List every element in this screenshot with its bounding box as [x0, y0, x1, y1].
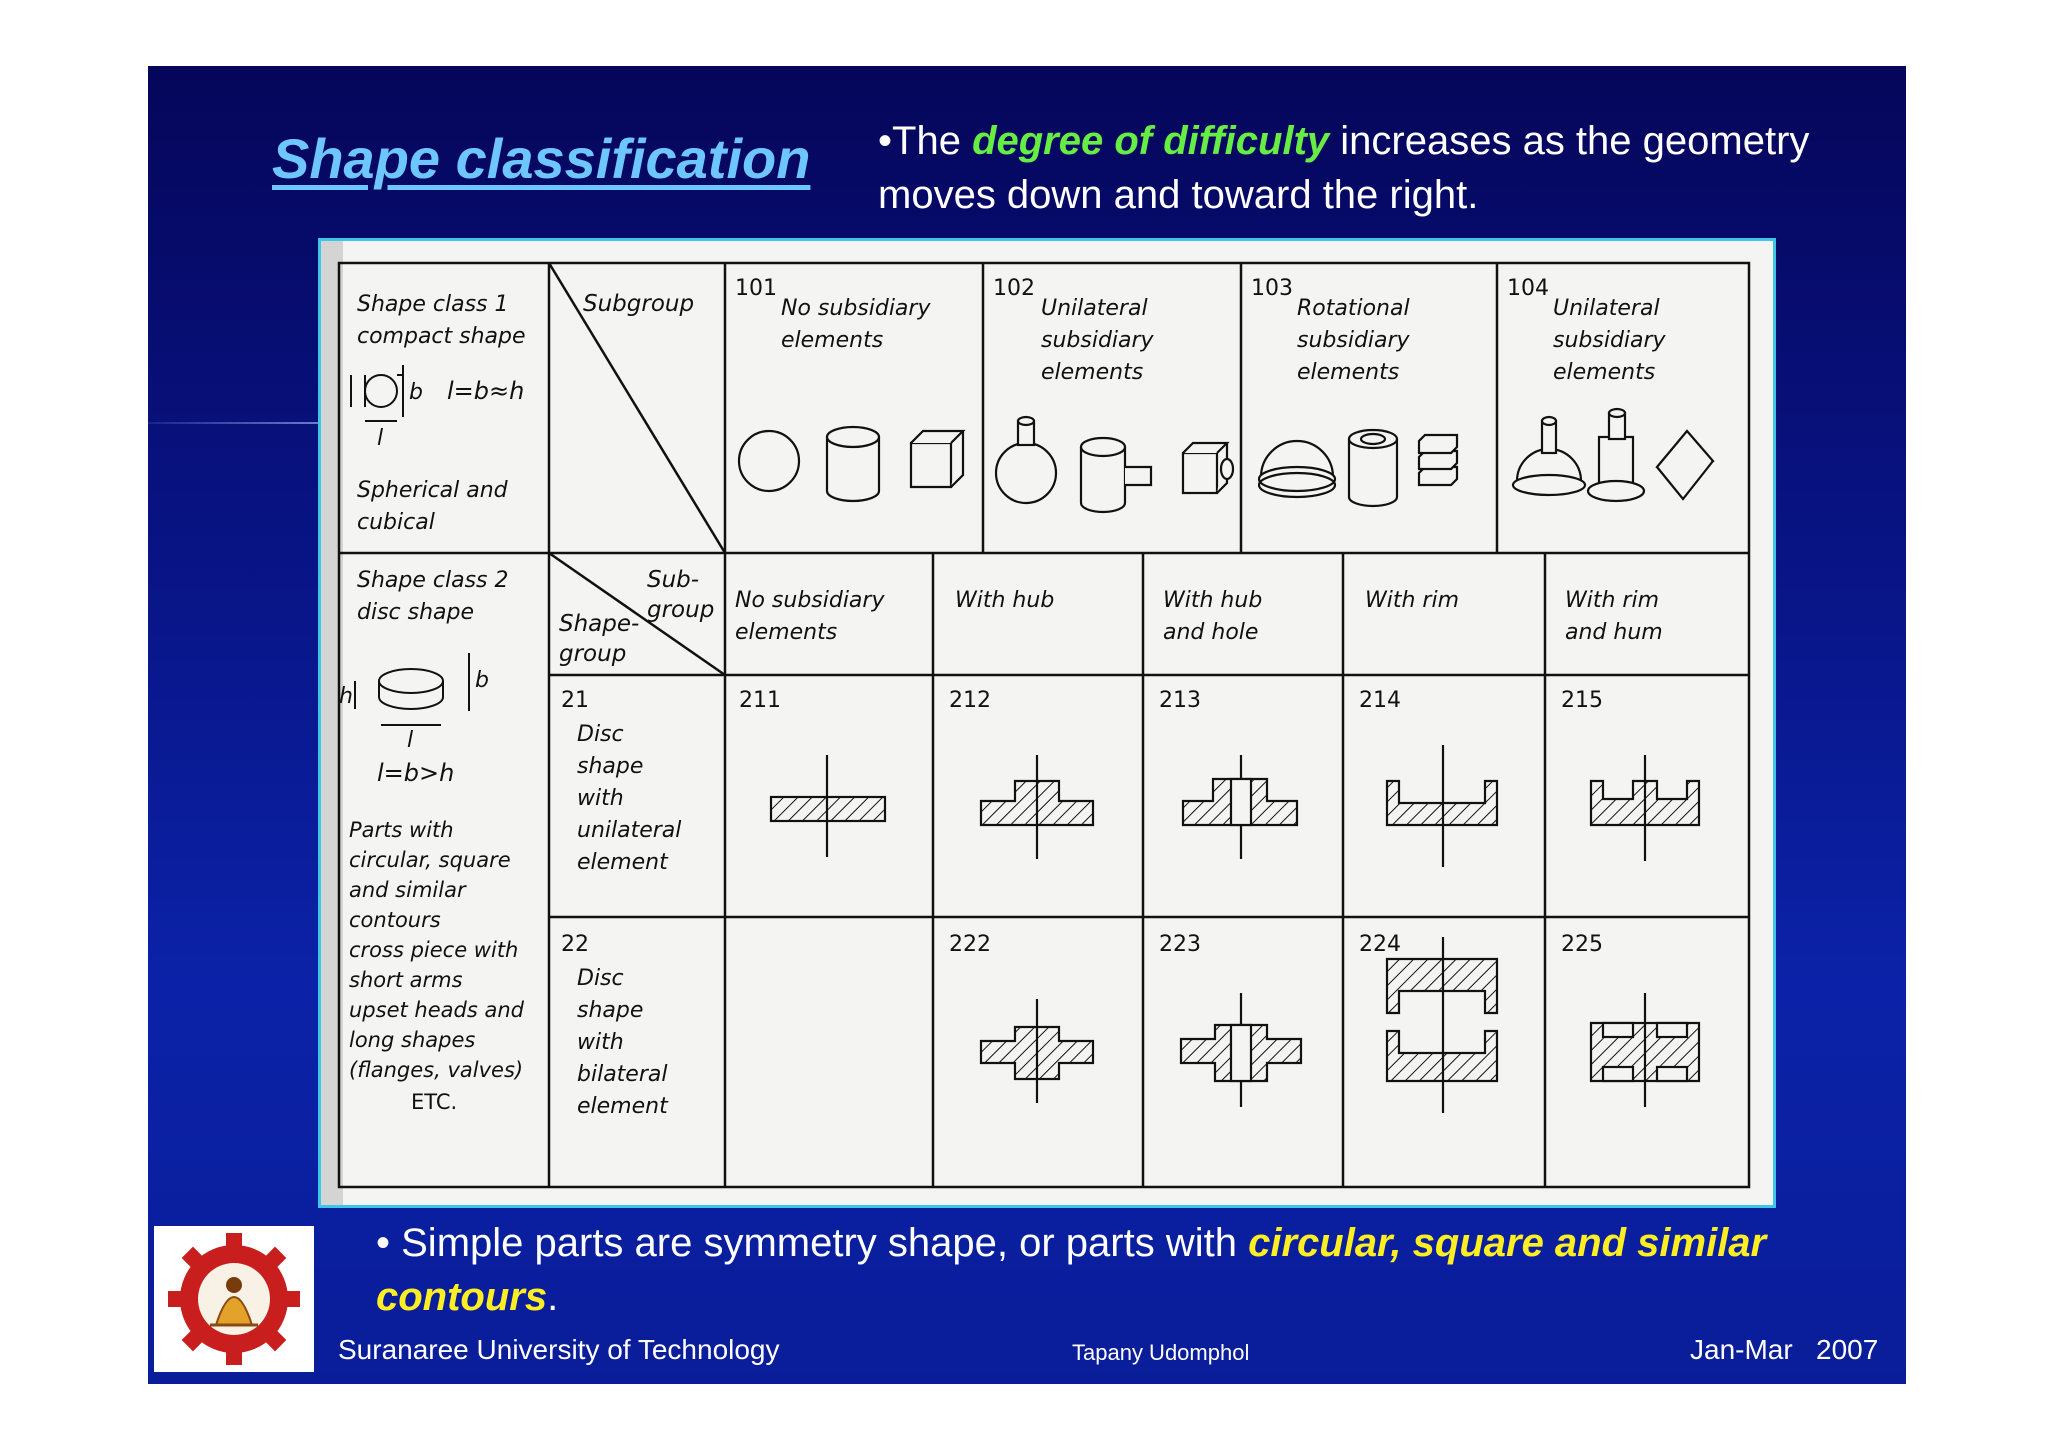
intro-text-after: increases as the geometry moves down and toward the right.	[878, 119, 1810, 217]
row21-line-3: with	[577, 786, 624, 811]
class1-dim-l: l	[377, 426, 384, 451]
class1-label-line-2: compact shape	[357, 324, 526, 349]
class2-col2-line-1: With hub	[955, 588, 1055, 613]
class2-subgroup-line-1: Sub-	[647, 567, 700, 593]
class2-col1-line-1: No subsidiary	[735, 588, 885, 613]
class2-desc-line-3: and similar	[349, 878, 466, 902]
class2-col5-line-2: and hum	[1565, 620, 1663, 645]
row22-line-1: Disc	[577, 966, 624, 991]
class2-shapegroup-line-2: group	[559, 641, 627, 667]
col101-line-2: elements	[781, 328, 884, 353]
row21-line-2: shape	[577, 754, 644, 779]
class2-desc-line-2: circular, square	[349, 848, 511, 872]
section-211-icon	[771, 755, 885, 857]
class1-dim-b: b	[409, 380, 423, 405]
class2-desc-line-4: contours	[349, 908, 441, 932]
col101-line-1: No subsidiary	[781, 296, 931, 321]
tube-shape-icon	[1349, 430, 1397, 506]
row21-line-5: element	[577, 850, 668, 875]
col103-line-2: subsidiary	[1297, 328, 1410, 353]
intro-text-before: The	[892, 119, 973, 163]
class2-subgroup-line-2: group	[647, 597, 715, 623]
class2-label-line-1: Shape class 2	[357, 568, 509, 593]
cube-with-boss-icon	[1183, 443, 1233, 493]
intro-bullet	[878, 114, 1888, 222]
code-104: 104	[1507, 276, 1549, 301]
university-logo	[154, 1226, 314, 1372]
intro-highlight: degree of difficulty	[972, 119, 1330, 163]
summary-text-before: Simple parts are symmetry shape, or parts with	[390, 1221, 1249, 1265]
col103-line-1: Rotational	[1297, 296, 1410, 321]
class2-desc-line-6: short arms	[349, 968, 463, 992]
classification-table-drawing	[321, 241, 1773, 1205]
class2-desc-line-5: cross piece with	[349, 938, 519, 962]
col104-line-3: elements	[1553, 360, 1656, 385]
slide-title: Shape classification	[272, 127, 811, 190]
class1-desc-line-1: Spherical and	[357, 478, 508, 503]
class2-col1-line-2: elements	[735, 620, 838, 645]
sphere-shape-icon	[739, 431, 799, 491]
cell-215-code: 215	[1561, 688, 1603, 713]
class2-col3-line-2: and hole	[1163, 620, 1259, 645]
class1-desc-line-2: cubical	[357, 510, 435, 535]
dome-shape-icon	[1259, 441, 1335, 497]
disc-dimension-sketch-icon	[355, 653, 469, 725]
section-225-icon	[1591, 993, 1699, 1107]
cube-shape-icon	[911, 431, 963, 487]
class2-desc-line-10: ETC.	[411, 1090, 458, 1114]
summary-text-after: .	[547, 1275, 559, 1319]
class2-label-line-2: disc shape	[357, 600, 475, 625]
row22-line-5: element	[577, 1094, 668, 1119]
col102-line-3: elements	[1041, 360, 1144, 385]
cell-225-code: 225	[1561, 932, 1603, 957]
footer-institution: Suranaree University of Technology	[338, 1334, 780, 1365]
class2-dim-formula: l=b>h	[377, 759, 455, 787]
row22-line-2: shape	[577, 998, 644, 1023]
summary-highlight: circular, square and similar contours	[376, 1221, 1767, 1319]
stacked-blocks-icon	[1419, 435, 1457, 485]
class2-col4-line-1: With rim	[1365, 588, 1460, 613]
row22-line-4: bilateral	[577, 1062, 668, 1087]
code-103: 103	[1251, 276, 1293, 301]
cell-224-code: 224	[1359, 932, 1401, 957]
class2-desc-line-7: upset heads and	[349, 998, 524, 1022]
row21-code: 21	[561, 688, 589, 713]
class2-desc-line-1: Parts with	[349, 818, 454, 842]
row21-line-1: Disc	[577, 722, 624, 747]
class1-dimension-sketch-icon	[351, 365, 403, 421]
class1-dim-formula: l=b≈h	[447, 377, 525, 405]
footer-author: Tapany Udomphol	[1072, 1340, 1250, 1365]
section-222-icon	[981, 999, 1093, 1103]
bullet-mark: •	[878, 119, 893, 163]
code-101: 101	[735, 276, 777, 301]
col102-line-2: subsidiary	[1041, 328, 1154, 353]
class1-subgroup-label: Subgroup	[583, 291, 695, 317]
row22-line-3: with	[577, 1030, 624, 1055]
bullet-mark: •	[376, 1221, 391, 1265]
class2-col3-line-1: With hub	[1163, 588, 1263, 613]
col104-line-1: Unilateral	[1553, 296, 1660, 321]
footer-date: Jan-Mar 2007	[1690, 1334, 1879, 1365]
cell-211-code: 211	[739, 688, 781, 713]
class2-dim-h: h	[339, 684, 353, 709]
section-223-icon	[1181, 993, 1301, 1107]
cell-214-code: 214	[1359, 688, 1401, 713]
section-224-icon	[1387, 937, 1497, 1113]
classification-table	[318, 238, 1776, 1208]
sphere-with-stem-icon	[996, 417, 1056, 503]
class2-col5-line-1: With rim	[1565, 588, 1660, 613]
summary-bullet	[376, 1216, 1776, 1324]
col102-line-1: Unilateral	[1041, 296, 1148, 321]
section-214-icon	[1387, 745, 1497, 867]
cylinder-with-arm-icon	[1081, 438, 1151, 512]
section-215-icon	[1591, 755, 1699, 861]
col103-line-3: elements	[1297, 360, 1400, 385]
section-212-icon	[981, 755, 1093, 859]
code-102: 102	[993, 276, 1035, 301]
section-213-icon	[1183, 755, 1297, 859]
class2-desc-line-8: long shapes	[349, 1028, 476, 1052]
row21-line-4: unilateral	[577, 818, 682, 843]
cell-212-code: 212	[949, 688, 991, 713]
class2-desc-line-9: (flanges, valves)	[349, 1058, 524, 1082]
class2-dim-l: l	[407, 728, 414, 753]
col104-line-2: subsidiary	[1553, 328, 1666, 353]
pyramid-shape-icon	[1657, 431, 1713, 499]
cell-223-code: 223	[1159, 932, 1201, 957]
cylinder-shape-icon	[827, 427, 879, 501]
class2-dim-b: b	[475, 668, 489, 693]
row22-code: 22	[561, 932, 589, 957]
cylinder-with-stem-icon	[1588, 409, 1644, 501]
dome-with-stem-icon	[1513, 417, 1585, 495]
slide	[148, 66, 1906, 1384]
university-gear-seal-icon	[164, 1229, 304, 1369]
cell-213-code: 213	[1159, 688, 1201, 713]
cell-222-code: 222	[949, 932, 991, 957]
class1-label-line-1: Shape class 1	[357, 292, 509, 317]
class2-shapegroup-line-1: Shape-	[559, 611, 640, 637]
